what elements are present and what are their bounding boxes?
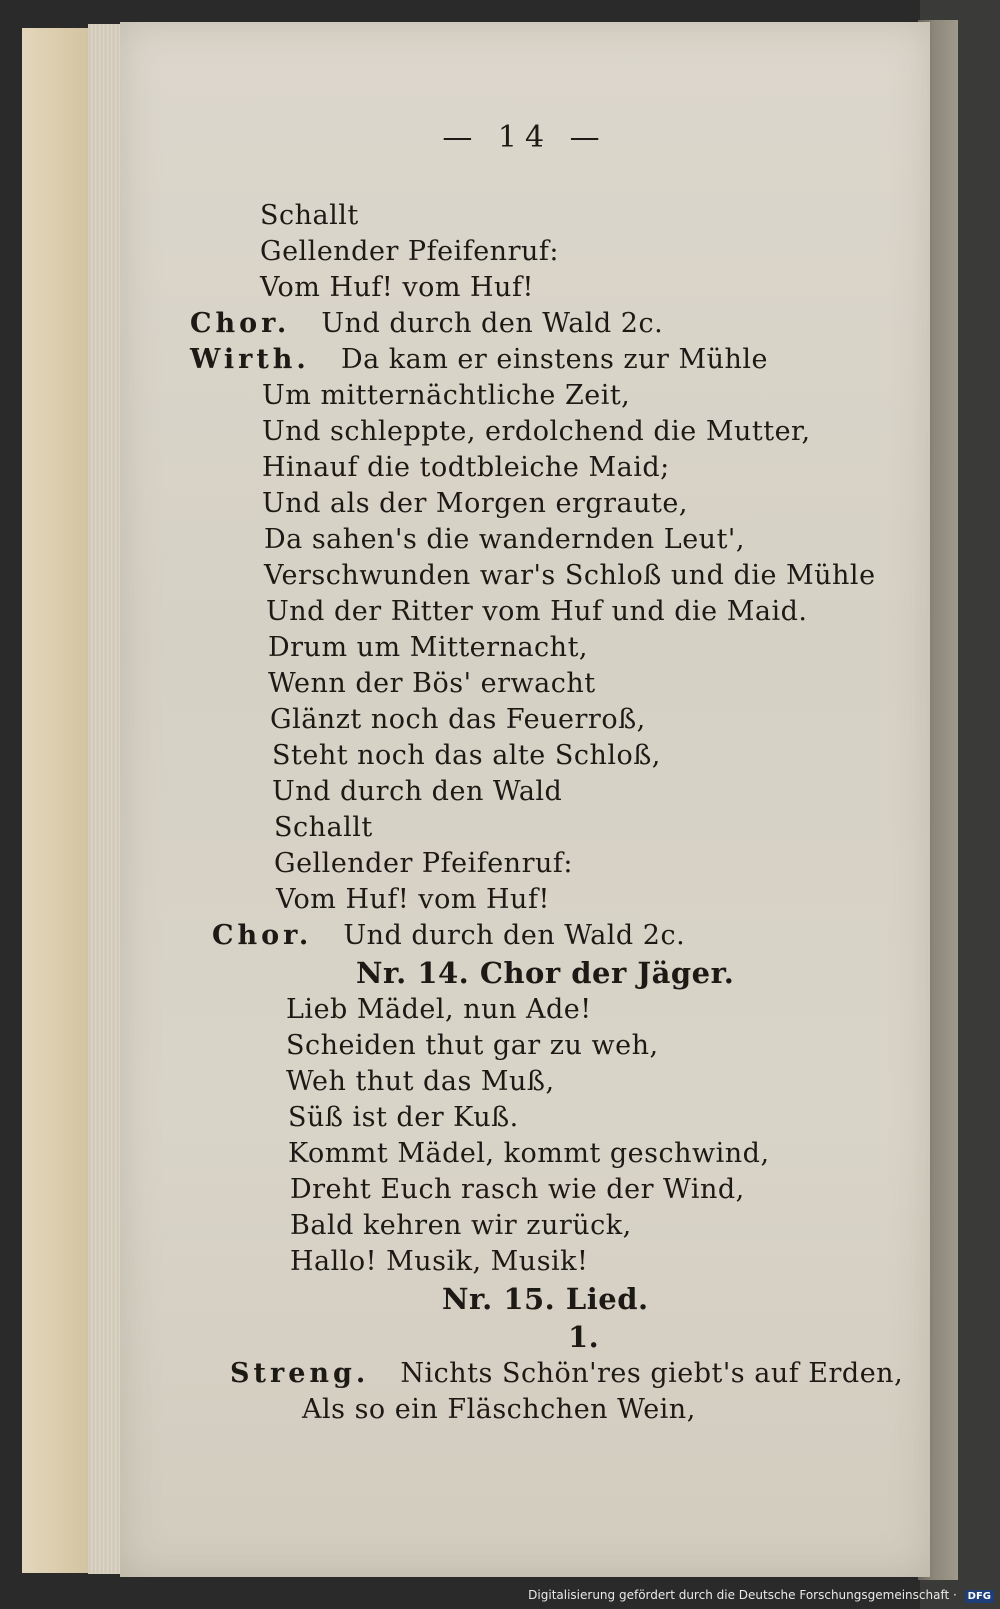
verse-line: Dreht Euch rasch wie der Wind,: [290, 1174, 745, 1205]
verse-line: Da sahen's die wandernden Leut',: [264, 524, 745, 555]
verse-line: Weh thut das Muß,: [286, 1066, 555, 1097]
dfg-logo-icon: DFG: [965, 1590, 994, 1603]
footer-text: Digitalisierung gefördert durch die Deutsche Forschungsgemeinschaft: [528, 1588, 950, 1602]
verse-line: Vom Huf! vom Huf!: [260, 272, 534, 303]
verse-line: Gellender Pfeifenruf:: [274, 848, 573, 879]
verse-line: Und als der Morgen ergraute,: [262, 488, 688, 519]
verse-line: Schallt: [274, 812, 373, 843]
verse-line: Um mitternächtliche Zeit,: [262, 380, 631, 411]
verse-line: Lieb Mädel, nun Ade!: [286, 994, 592, 1025]
speaker-label: Chor.: [190, 308, 291, 339]
verse-text: Und durch den Wald 2c.: [343, 920, 686, 951]
verse-text: Und durch den Wald 2c.: [321, 308, 664, 339]
verse-line-with-speaker: [190, 308, 663, 339]
verse-line: Vom Huf! vom Huf!: [276, 884, 550, 915]
verse-line: Kommt Mädel, kommt geschwind,: [288, 1138, 770, 1169]
verse-line-with-speaker: [190, 344, 768, 375]
speaker-label: Streng.: [230, 1358, 370, 1389]
verse-line: Wenn der Bös' erwacht: [268, 668, 596, 699]
verse-line: Süß ist der Kuß.: [288, 1102, 519, 1133]
verse-line: Gellender Pfeifenruf:: [260, 236, 559, 267]
verse-line: Steht noch das alte Schloß,: [272, 740, 661, 771]
verse-line: Scheiden thut gar zu weh,: [286, 1030, 659, 1061]
verse-line: Und durch den Wald: [272, 776, 563, 807]
verse-line-with-speaker: [230, 1358, 903, 1389]
speaker-label: Wirth.: [190, 344, 310, 375]
verse-line: Und schleppte, erdolchend die Mutter,: [262, 416, 811, 447]
speaker-label: Chor.: [212, 920, 313, 951]
section-heading: Nr. 14. Chor der Jäger.: [356, 956, 735, 990]
verse-text: Da kam er einstens zur Mühle: [340, 344, 769, 375]
verse-text: Nichts Schön'res giebt's auf Erden,: [400, 1358, 904, 1389]
stanza-number: 1.: [568, 1320, 600, 1354]
verse-line: Glänzt noch das Feuerroß,: [270, 704, 646, 735]
verse-line: Bald kehren wir zurück,: [290, 1210, 632, 1241]
verse-line: Hallo! Musik, Musik!: [290, 1246, 589, 1277]
verse-line: Als so ein Fläschchen Wein,: [302, 1394, 696, 1425]
digitization-footer: Digitalisierung gefördert durch die Deutsche Forschungsgemeinschaft · DFG: [528, 1588, 994, 1603]
verse-line: Verschwunden war's Schloß und die Mühle: [264, 560, 876, 591]
verse-line: Hinauf die todtbleiche Maid;: [262, 452, 670, 483]
book-page: [120, 22, 930, 1577]
page-number: — 14 —: [442, 120, 608, 155]
verse-line: Drum um Mitternacht,: [268, 632, 588, 663]
section-heading: Nr. 15. Lied.: [442, 1282, 649, 1316]
verse-line: Schallt: [260, 200, 359, 231]
verse-line-with-speaker: [212, 920, 685, 951]
verse-line: Und der Ritter vom Huf und die Maid.: [266, 596, 808, 627]
